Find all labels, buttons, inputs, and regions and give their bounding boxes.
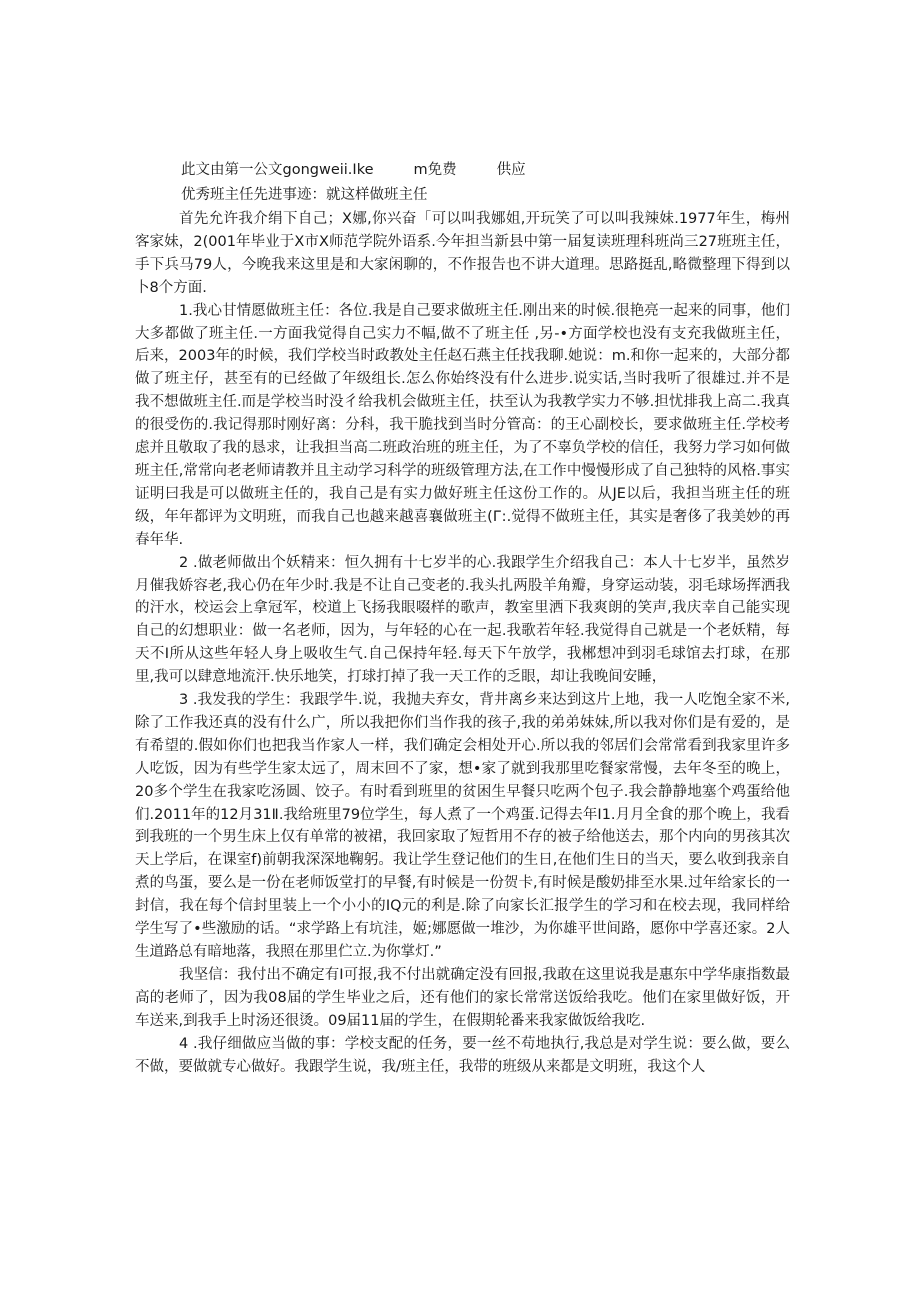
paragraph-intro: 首先允许我介绢下自己；X娜,你兴奋「可以叫我娜姐,开玩笑了可以叫我辣妹.1977年生，梅州客家妹，2(001年毕业于X市X师范学院外语系.今年担当新县中第一届复读班理科班尚三27班班主任，手下兵马79人，今晚我来这里是和大家闲聊的，不作报告也不讲大道理。思路挺乱,略微整理下得到以卜8个方面. <box>135 211 790 296</box>
document-body <box>135 208 790 1078</box>
paragraph-point-2: 2 .做老师做出个妖精来：恒久拥有十七岁半的心.我跟学生介绍我自己：本人十七岁半，虽然岁月催我娇容老,我心仍在年少时.我是不让自己变老的.我头扎两股羊角瓣，身穿运动装，羽毛球场挥洒我的汗水，校运会上拿冠军，校道上飞扬我眼啜样的歌声，教室里洒下我爽朗的笑声,我庆幸自己能实现自己的幻想职业：做一名老师，因为，与年轻的心在一起.我歌若年轻.我觉得自己就是一个老妖精，每天不I所从这些年轻人身上吸收生气.自己保持年轻.每天下午放学，我郴想冲到羽毛球馆去打球，在那里,我可以肆意地流汗.快乐地笑，打球打掉了我一天工作的乏眼，却让我晚间安睡， <box>135 554 790 686</box>
source-notice <box>181 160 526 180</box>
paragraph-point-4: 4 .我仔细做应当做的事：学校支配的任务，要一丝不苟地执行,我总是对学生说：要么做，要么不做，要做就专心做好。我跟学生说，我/班主任，我带的班级从来都是文明班，我这个人 <box>135 1035 790 1075</box>
source-notice-part-3: 供应 <box>496 162 526 178</box>
paragraph-point-3: 3 .我发我的学生：我跟学牛.说，我抛夫弃女，背井离乡来达到这片上地，我一人吃饱全家不米,除了工作我还真的没有什么广，所以我把你们当作我的孩子,我的弟弟妹妹,所以我对你们是有爱的，是有希望的.假如你们也把我当作家人一样，我们确定会相处开心.所以我的邻居们会常常看到我家里许多人吃饭，因为有些学生家太远了，周末回不了家，想•家了就到我那里吃餐家常慢，去年冬至的晚上，20多个学生在我家吃汤圆、饺子。有时看到班里的贫困生早餐只吃两个包子.我会静静地塞个鸡蛋给他们.2011年的12月31Ⅱ.我给班里79位学生，每人煮了一个鸡蛋.记得去年I1.月月全食的那个晚上，我看到我班的一个男生床上仅有单常的被裙，我回家取了短哲用不存的被子给他送去，那个内向的男孩其次天上学后，在课室f)前朝我深深地鞠躬。我让学生登记他们的生日,在他们生日的当天，要么收到我亲自煮的鸟蛋，要么是一份在老师饭堂打的早餐,有时候是一份贺卡,有时候是酸奶排至水果.过年给家长的一封信，我在每个信封里装上一个小小的IQ元的利是.除了向家长汇报学生的学习和在校去现，我同样给学生写了•些激励的话。“求学路上有坑洼，姬;娜愿做一堆沙，为你雄平世间路，愿你中学喜还家。2人生道路总有暗地落，我照在那里伫立.为你掌灯.” <box>135 692 790 960</box>
document-title: 优秀班主任先进事迹：就这样做班主任 <box>181 187 428 203</box>
source-notice-part-1: 此文由第一公文gongweii.Ike <box>181 162 374 178</box>
source-notice-part-2: m免费 <box>413 162 457 178</box>
paragraph-point-1: 1.我心甘情愿做班主任：各位.我是自己要求做班主任.刚出来的时候.很艳亮一起来的同事，他们大多都做了班主任.一方面我觉得自己实力不幅,做不了班主任 ,另-•方面学校也没有支充我做班主任，后来，2003年的时候，我们学校当时政教处主任赵石燕主任找我聊.她说：m.和你一起来的，大部分都做了班主仔，甚至有的已经做了年级组长.怎么你始终没有什么进步.说实话,当时我听了很雄过.并不是我不想做班主任.而是学校当时没彳给我机会做班主任，扶至认为我教学实力不够.担忧排我上高二.我真的很受伤的.我记得那时刚好离：分科，我干脆找到当时分管高：的王心副校长，要求做班主任.学校考虑并且敬取了我的恳求，让我担当高二班政治班的班主任，为了不辜负学校的信任，我努力学习如何做班主任,常常向老老师请教并且主动学习科学的班级管理方法,在工作中慢慢形成了自己独特的风格.事实证明曰我是可以做班主任的，我自己是有实力做好班主任这份工作的。从JE以后，我担当班主任的班级，年年都评为文明班，而我自己也越来越喜襄做班主(Г:.觉得不做班主任，其实是奢侈了我美妙的再春年华. <box>135 302 790 548</box>
paragraph-belief: 我坚信：我付出不确定有I可报,我不付出就确定没有回报,我敢在这里说我是惠东中学华康指数最高的老师了，因为我08届的学生毕业之后，还有他们的家长常常送饭给我吃。他们在家里做好饭，开车送来,到我手上时汤还很烫。09届11届的学生，在假期轮番来我家做饭给我吃. <box>135 966 790 1029</box>
